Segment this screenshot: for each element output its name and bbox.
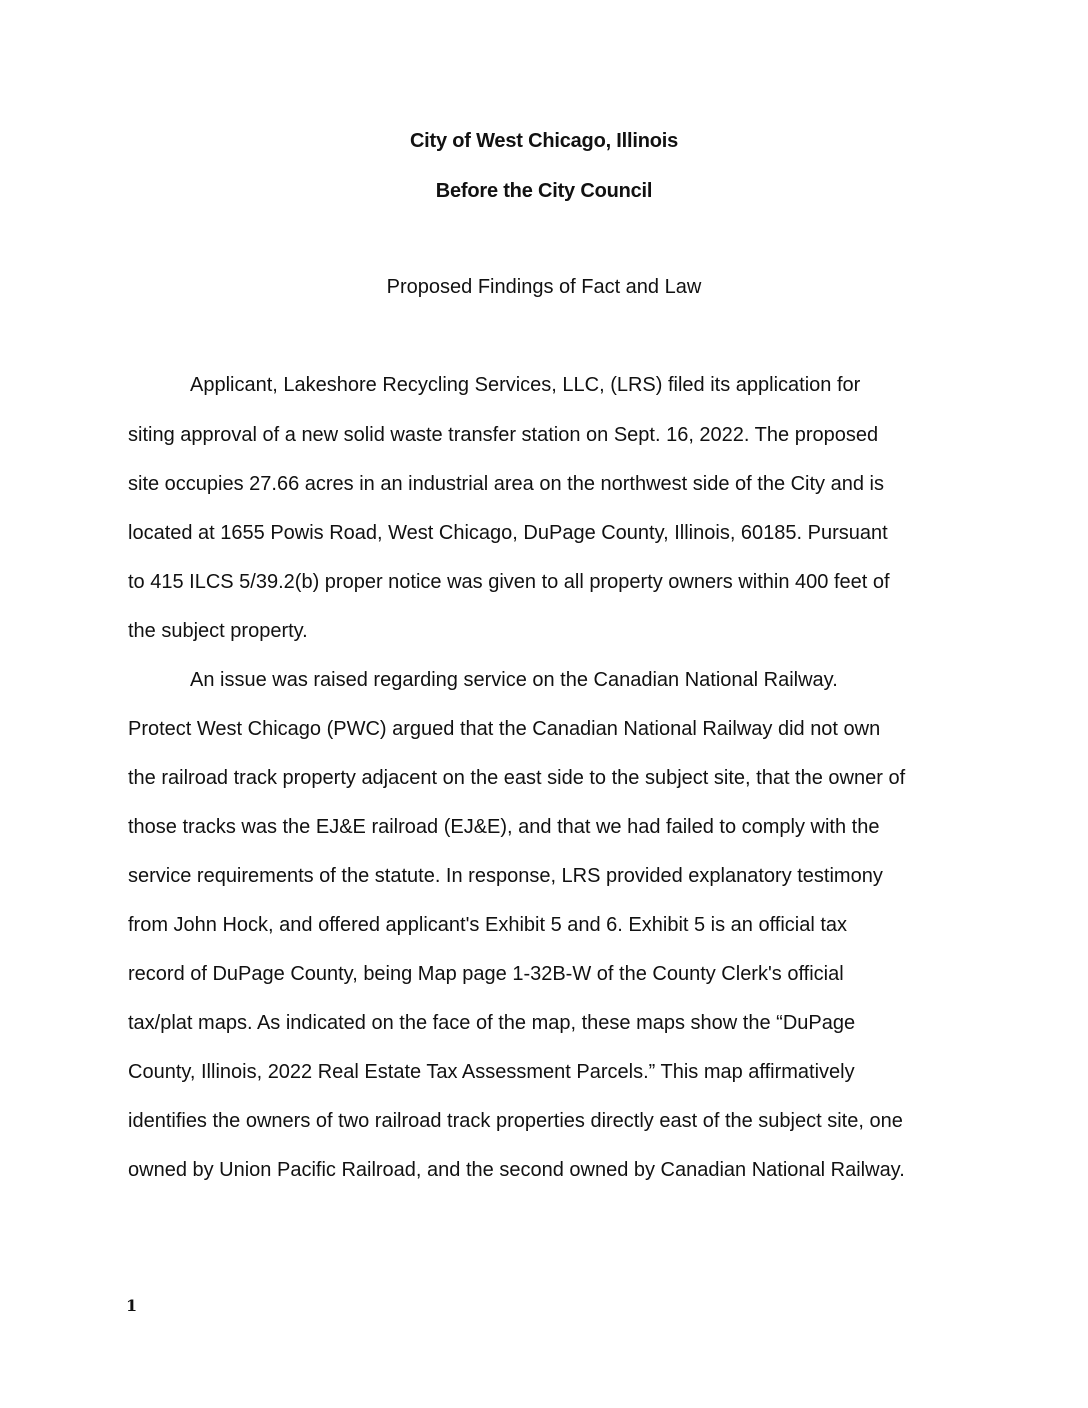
paragraph-2-line: the railroad track property adjacent on the east side to the subject site, that the owner of xyxy=(128,767,906,789)
paragraph-2-line: record of DuPage County, being Map page 1-32B-W of the County Clerk's official xyxy=(128,963,844,985)
paragraph-2-line: Protect West Chicago (PWC) argued that the Canadian National Railway did not own xyxy=(128,718,881,740)
document-subtitle: Proposed Findings of Fact and Law xyxy=(386,276,702,298)
paragraph-2-line: those tracks was the EJ&E railroad (EJ&E), and that we had failed to comply with the xyxy=(128,816,880,838)
paragraph-2-line: tax/plat maps. As indicated on the face of the map, these maps show the “DuPage xyxy=(128,1012,856,1034)
paragraph-1-line: site occupies 27.66 acres in an industrial area on the northwest side of the City and is xyxy=(128,473,884,495)
paragraph-2-line: owned by Union Pacific Railroad, and the second owned by Canadian National Railway. xyxy=(128,1159,905,1181)
paragraph-2-line: identifies the owners of two railroad track properties directly east of the subject site, one xyxy=(128,1110,903,1132)
page-number: 1 xyxy=(126,1296,138,1315)
paragraph-1-line: the subject property. xyxy=(128,620,308,642)
paragraph-2-line: County, Illinois, 2022 Real Estate Tax Assessment Parcels.” This map affirmatively xyxy=(128,1061,855,1083)
paragraph-2-line: from John Hock, and offered applicant's Exhibit 5 and 6. Exhibit 5 is an official tax xyxy=(128,914,848,936)
document-heading-city: City of West Chicago, Illinois xyxy=(409,130,679,152)
paragraph-1-line: Applicant, Lakeshore Recycling Services, LLC, (LRS) filed its application for xyxy=(190,374,861,396)
paragraph-2-line: service requirements of the statute. In response, LRS provided explanatory testimony xyxy=(128,865,883,887)
paragraph-1-line: siting approval of a new solid waste transfer station on Sept. 16, 2022. The proposed xyxy=(128,424,879,446)
paragraph-1-line: to 415 ILCS 5/39.2(b) proper notice was given to all property owners within 400 feet of xyxy=(128,571,890,593)
document-heading-council: Before the City Council xyxy=(435,180,653,202)
paragraph-1-line: located at 1655 Powis Road, West Chicago, DuPage County, Illinois, 60185. Pursuant xyxy=(128,522,888,544)
paragraph-2-line: An issue was raised regarding service on the Canadian National Railway. xyxy=(190,669,838,691)
